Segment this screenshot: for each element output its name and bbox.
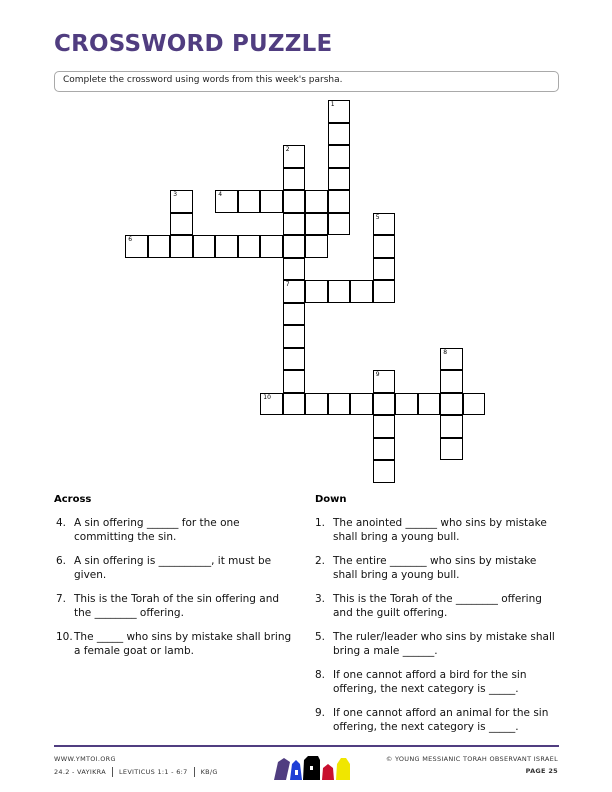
crossword-cell[interactable] [305,280,328,303]
crossword-cell[interactable] [440,438,463,461]
down-clue-9: 9. If one cannot afford an animal for the sin offering, the next category is _____. [315,707,549,733]
crossword-cell[interactable] [350,393,373,416]
page-title: CROSSWORD PUZZLE [54,31,333,57]
ymtoi-logo-icon [270,752,360,782]
footer-portion-info [54,767,218,777]
footer-copyright: © YOUNG MESSIANIC TORAH OBSERVANT ISRAEL [385,755,558,763]
crossword-cell[interactable] [463,393,486,416]
clue-number: 8 [443,348,448,356]
crossword-cell[interactable] [305,190,328,213]
crossword-cell[interactable] [283,168,306,191]
crossword-cell[interactable] [440,415,463,438]
crossword-cell[interactable] [283,325,306,348]
crossword-cell[interactable] [170,213,193,236]
crossword-cell[interactable] [260,235,283,258]
crossword-cell[interactable] [125,235,148,258]
down-clue-3: 3. This is the Torah of the ________ offering and the guilt offering. [315,593,542,619]
clue-number: 10 [263,393,271,401]
footer-website: WWW.YMTOI.ORG [54,755,116,763]
crossword-cell[interactable] [305,213,328,236]
crossword-cell[interactable] [283,370,306,393]
clue-number: 3 [173,191,178,199]
down-clue-5: 5. The ruler/leader who sins by mistake shall bring a male ______. [315,631,555,657]
crossword-cell[interactable] [283,303,306,326]
footer-level: KB/G [200,768,218,776]
clue-number: 2 [285,146,290,154]
crossword-cell[interactable] [283,145,306,168]
across-heading: Across [54,494,92,505]
crossword-cell[interactable] [440,370,463,393]
crossword-cell[interactable] [328,393,351,416]
across-clue-10: 10. The _____ who sins by mistake shall bring a female goat or lamb. [56,631,292,657]
crossword-cell[interactable] [395,393,418,416]
crossword-cell[interactable] [260,393,283,416]
crossword-cell[interactable] [170,235,193,258]
clue-number: 9 [375,371,380,379]
crossword-cell[interactable] [373,213,396,236]
crossword-cell[interactable] [373,460,396,483]
across-clue-4: 4. A sin offering ______ for the one committing the sin. [56,517,240,543]
crossword-cell[interactable] [328,100,351,123]
clue-number: 5 [375,213,380,221]
clue-number: 7 [285,281,290,289]
crossword-cell[interactable] [305,235,328,258]
footer-reference: LEVITICUS 1:1 - 6:7 [118,768,188,776]
footer-divider [54,745,559,747]
crossword-cell[interactable] [328,190,351,213]
crossword-cell[interactable] [328,145,351,168]
crossword-cell[interactable] [283,258,306,281]
clue-number: 4 [218,191,223,199]
crossword-cell[interactable] [440,393,463,416]
across-clue-7: 7. This is the Torah of the sin offering and the ________ offering. [56,593,280,619]
crossword-cell[interactable] [215,190,238,213]
crossword-cell[interactable] [238,235,261,258]
clue-number: 6 [128,236,133,244]
footer-portion: 24.2 - VAYIKRA [54,768,106,776]
across-clue-6: 6. A sin offering is __________, it must be given. [56,555,272,581]
crossword-cell[interactable] [373,393,396,416]
separator [112,767,113,777]
down-clue-2: 2. The entire _______ who sins by mistake shall bring a young bull. [315,555,537,581]
crossword-cell[interactable] [283,393,306,416]
separator [194,767,195,777]
crossword-cell[interactable] [418,393,441,416]
crossword-cell[interactable] [148,235,171,258]
crossword-cell[interactable] [283,235,306,258]
crossword-cell[interactable] [373,258,396,281]
crossword-cell[interactable] [305,393,328,416]
crossword-cell[interactable] [238,190,261,213]
instructions-text: Complete the crossword using words from this week's parsha. [63,75,343,85]
crossword-cell[interactable] [373,438,396,461]
crossword-cell[interactable] [440,348,463,371]
crossword-cell[interactable] [328,123,351,146]
down-heading: Down [315,494,347,505]
clue-number: 1 [330,101,335,109]
crossword-cell[interactable] [260,190,283,213]
crossword-cell[interactable] [328,168,351,191]
crossword-cell[interactable] [193,235,216,258]
crossword-cell[interactable] [328,280,351,303]
crossword-cell[interactable] [283,190,306,213]
crossword-cell[interactable] [350,280,373,303]
crossword-cell[interactable] [170,190,193,213]
crossword-cell[interactable] [373,415,396,438]
crossword-cell[interactable] [328,213,351,236]
crossword-cell[interactable] [373,280,396,303]
down-clue-1: 1. The anointed ______ who sins by mistake shall bring a young bull. [315,517,547,543]
crossword-cell[interactable] [283,280,306,303]
crossword-cell[interactable] [373,235,396,258]
crossword-cell[interactable] [283,348,306,371]
footer-page-number: PAGE 25 [525,767,558,775]
down-clue-8: 8. If one cannot afford a bird for the sin offering, the next category is _____. [315,669,527,695]
crossword-cell[interactable] [283,213,306,236]
crossword-cell[interactable] [373,370,396,393]
crossword-cell[interactable] [215,235,238,258]
